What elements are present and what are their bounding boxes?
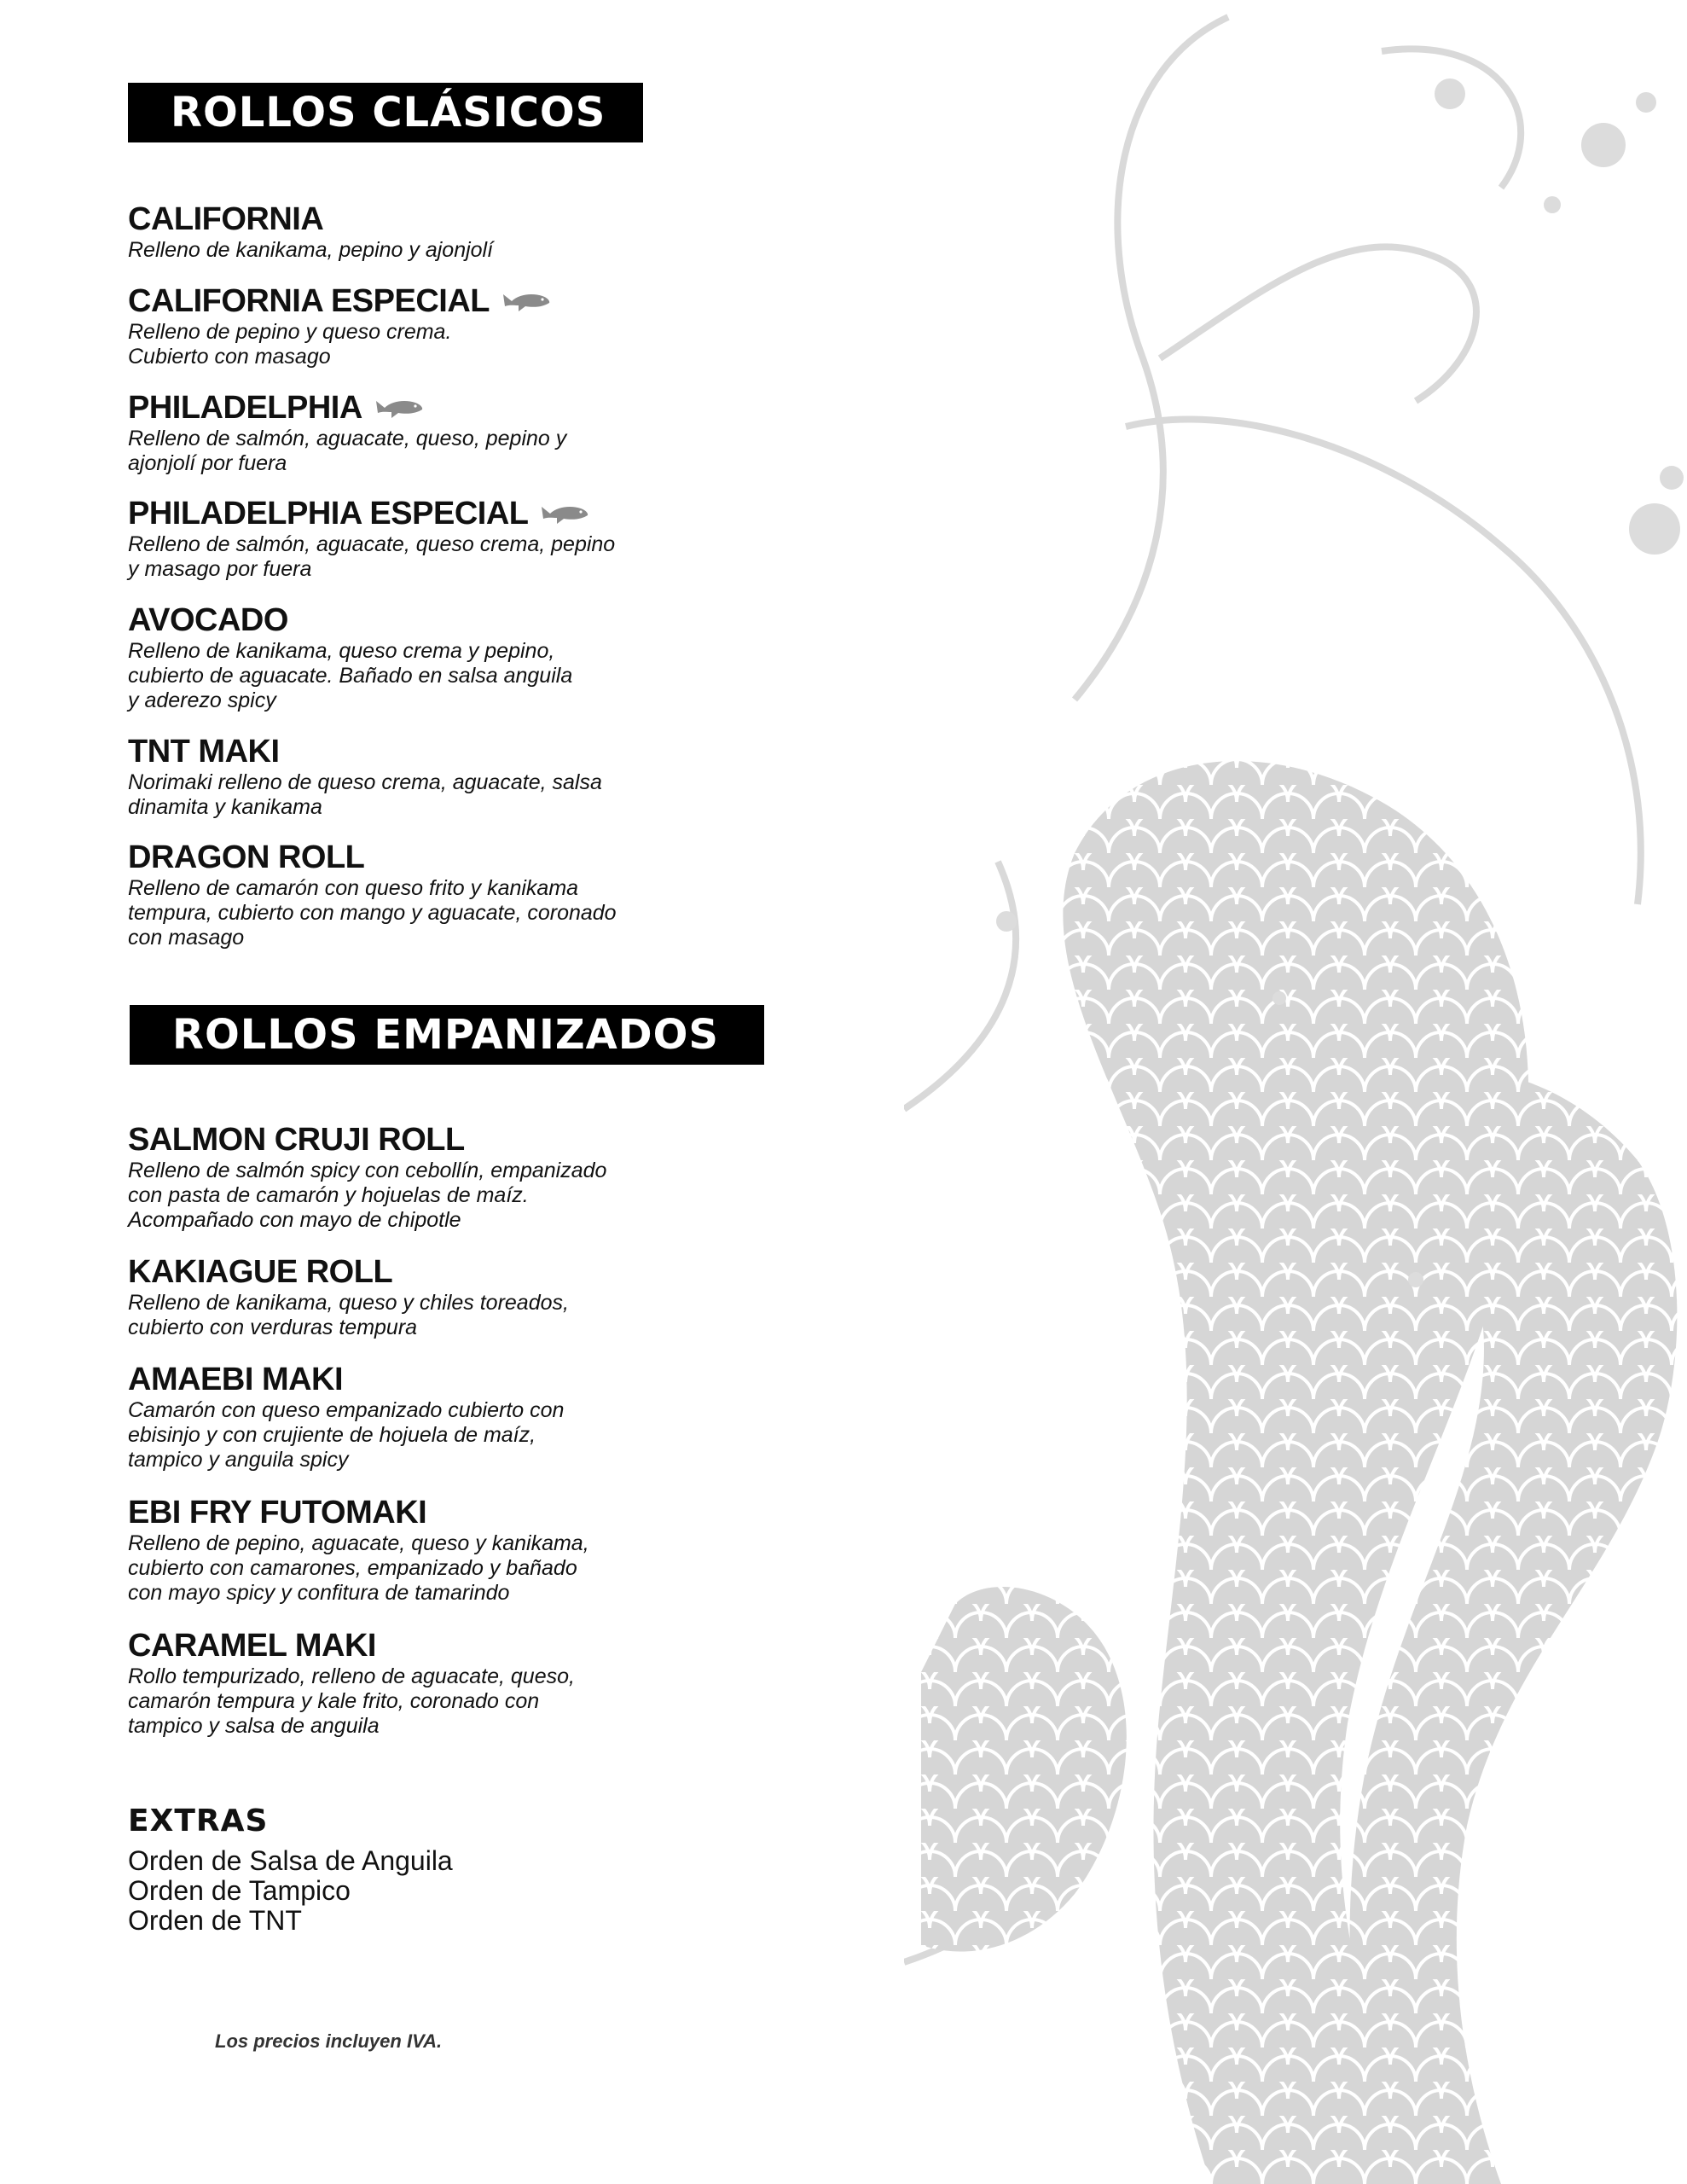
item-name: CALIFORNIA ESPECIAL (128, 284, 827, 318)
item-description: Relleno de kanikama, queso y chiles toreados, cubierto con verduras tempura (128, 1291, 569, 1339)
item-description: Camarón con queso empanizado cubierto con ebisinjo y con crujiente de hojuela de maíz, tampico y anguila spicy (128, 1398, 565, 1472)
item-description: Norimaki relleno de queso crema, aguacate, salsa dinamita y kanikama (128, 770, 602, 819)
item-description: Relleno de pepino y queso crema. Cubierto con masago (128, 320, 452, 369)
item-name: DRAGON ROLL (128, 839, 365, 875)
menu-item-california-especial (128, 284, 827, 369)
fish-icon (540, 500, 589, 526)
item-description: Relleno de salmón spicy con cebollín, empanizado con pasta de camarón y hojuelas de maíz. Acompañado con mayo de chipotle (128, 1159, 607, 1232)
item-description: Relleno de pepino, aguacate, queso y kanikama, cubierto con camarones, empanizado y bañado con mayo spicy y confitura de tamarindo (128, 1531, 589, 1605)
item-description: Relleno de salmón, aguacate, queso crema, pepino y masago por fuera (128, 532, 616, 581)
koi-fish-illustration (904, 0, 1687, 2184)
menu-item-avocado (128, 603, 827, 713)
item-description: Rollo tempurizado, relleno de aguacate, queso, camarón tempura y kale frito, coronado con tampico y salsa de anguila (128, 1664, 575, 1738)
item-description: Relleno de kanikama, pepino y ajonjolí (128, 238, 494, 262)
fish-icon (374, 394, 424, 420)
menu-item-salmon-cruji-roll (128, 1123, 827, 1233)
menu-item-amaebi-maki (128, 1362, 827, 1472)
menu-item-california (128, 202, 827, 263)
item-name: PHILADELPHIA ESPECIAL (128, 497, 827, 531)
item-name: EBI FRY FUTOMAKI (128, 1495, 427, 1531)
item-description: Relleno de kanikama, queso crema y pepino, cubierto de aguacate. Bañado en salsa anguila y aderezo spicy (128, 639, 573, 712)
item-name: KAKIAGUE ROLL (128, 1254, 393, 1290)
item-name: AVOCADO (128, 602, 288, 638)
item-name: SALMON CRUJI ROLL (128, 1122, 465, 1158)
item-name: CALIFORNIA (128, 201, 324, 237)
item-name: AMAEBI MAKI (128, 1362, 344, 1397)
item-description: Relleno de camarón con queso frito y kanikama tempura, cubierto con mango y aguacate, coronado con masago (128, 876, 617, 950)
menu-item-philadelphia-especial (128, 497, 827, 582)
extras-item: Orden de TNT (128, 1905, 302, 1936)
menu-item-tnt-maki (128, 735, 827, 820)
price-note: Los precios incluyen IVA. (215, 2030, 443, 2052)
menu-item-dragon-roll (128, 840, 827, 950)
item-name: PHILADELPHIA (128, 391, 827, 425)
section-title-rollos-empanizados: ROLLOS EMPANIZADOS (130, 1005, 764, 1065)
menu-item-caramel-maki (128, 1629, 827, 1739)
section-title-rollos-clasicos: ROLLOS CLÁSICOS (128, 83, 643, 142)
menu-item-ebi-fry-futomaki (128, 1496, 827, 1606)
extras-list (128, 1846, 453, 1936)
item-name: TNT MAKI (128, 734, 280, 770)
fish-icon (501, 288, 551, 313)
extras-title: EXTRAS (128, 1804, 269, 1838)
item-name: CARAMEL MAKI (128, 1628, 376, 1664)
menu-item-kakiague-roll (128, 1255, 827, 1340)
item-description: Relleno de salmón, aguacate, queso, pepino y ajonjolí por fuera (128, 427, 567, 475)
extras-item: Orden de Salsa de Anguila (128, 1845, 453, 1876)
menu-item-philadelphia (128, 391, 827, 476)
extras-item: Orden de Tampico (128, 1875, 351, 1906)
